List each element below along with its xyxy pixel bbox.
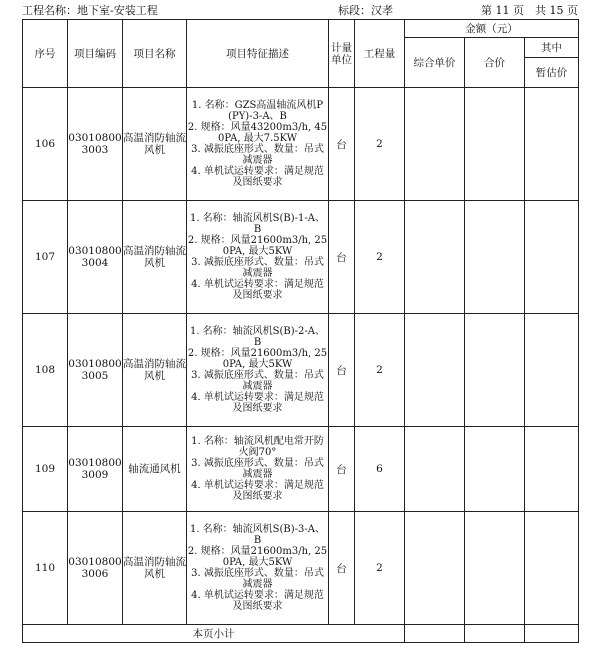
col-name-header: 项目名称 — [123, 20, 187, 88]
table-row — [23, 314, 579, 427]
row-name: 轴流通风机 — [123, 427, 187, 512]
row-seq: 108 — [23, 314, 68, 427]
row-code: 030108003005 — [68, 314, 123, 427]
desc-line: 1. 名称：轴流风机S(B)-2-A、B — [189, 326, 326, 348]
row-unit: 台 — [329, 201, 355, 314]
row-seq: 107 — [23, 201, 68, 314]
row-total — [465, 427, 525, 512]
row-name: 高温消防轴流风机 — [123, 512, 187, 625]
table-row — [23, 201, 579, 314]
row-unit-price — [405, 512, 465, 625]
row-unit: 台 — [329, 427, 355, 512]
desc-line: 4. 单机试运转要求：满足规范及图纸要求 — [191, 392, 324, 414]
row-seq: 110 — [23, 512, 68, 625]
row-seq: 106 — [23, 88, 68, 201]
col-code-header: 项目编码 — [68, 20, 123, 88]
desc-line: 3. 减振底座形式、数量：吊式减震器 — [191, 568, 324, 590]
desc-line: 2. 规格：风量43200m3/h, 450PA, 最大7.5KW — [187, 122, 328, 144]
row-provisional — [525, 512, 579, 625]
row-desc — [187, 512, 329, 625]
row-desc — [187, 427, 329, 512]
desc-line: 1. 名称：轴流风机S(B)-1-A、B — [189, 213, 326, 235]
row-code: 030108003006 — [68, 512, 123, 625]
row-total — [465, 512, 525, 625]
desc-line: 3. 减振底座形式、数量：吊式减震器 — [191, 257, 324, 279]
desc-line: 2. 规格：风量21600m3/h, 250PA, 最大5KW — [187, 348, 328, 370]
table-row — [23, 88, 579, 201]
project-name: 工程名称：地下室-安装工程 — [22, 4, 158, 17]
bill-of-quantities-table — [22, 19, 579, 643]
col-desc-header: 项目特征描述 — [187, 20, 329, 88]
desc-line: 4. 单机试运转要求：满足规范及图纸要求 — [191, 166, 324, 188]
row-name: 高温消防轴流风机 — [123, 314, 187, 427]
desc-line: 2. 规格：风量21600m3/h, 250PA, 最大5KW — [187, 546, 328, 568]
subtotal-row — [23, 625, 579, 643]
row-total — [465, 201, 525, 314]
col-seq-header: 序号 — [23, 20, 68, 88]
col-amount-header: 金额（元） — [405, 20, 579, 38]
row-name: 高温消防轴流风机 — [123, 201, 187, 314]
row-unit-price — [405, 314, 465, 427]
row-unit: 台 — [329, 88, 355, 201]
subtotal-total — [465, 625, 525, 643]
row-total — [465, 314, 525, 427]
row-unit: 台 — [329, 512, 355, 625]
row-unit-price — [405, 88, 465, 201]
section-name: 标段：汉孝 — [338, 4, 393, 17]
desc-line: 2. 规格：风量21600m3/h, 250PA, 最大5KW — [187, 235, 328, 257]
col-unit-header: 计量单位 — [329, 20, 355, 88]
row-unit-price — [405, 427, 465, 512]
row-provisional — [525, 88, 579, 201]
row-total — [465, 88, 525, 201]
row-desc — [187, 201, 329, 314]
page-number: 第 11 页 共 15 页 — [481, 4, 578, 17]
col-of-which-header: 其中 — [525, 38, 579, 58]
desc-line: 4. 单机试运转要求：满足规范及图纸要求 — [191, 480, 324, 502]
row-name: 高温消防轴流风机 — [123, 88, 187, 201]
row-desc — [187, 88, 329, 201]
desc-line: 1. 名称：轴流风机配电常开防火阀70° — [191, 436, 324, 458]
sheet-header — [22, 4, 578, 18]
table-row — [23, 512, 579, 625]
row-code: 030108003009 — [68, 427, 123, 512]
row-provisional — [525, 314, 579, 427]
desc-line: 3. 减振底座形式、数量：吊式减震器 — [191, 370, 324, 392]
row-qty: 2 — [355, 314, 405, 427]
row-desc — [187, 314, 329, 427]
col-qty-header: 工程量 — [355, 20, 405, 88]
col-total-header: 合价 — [465, 38, 525, 88]
row-unit: 台 — [329, 314, 355, 427]
subtotal-unit-price — [405, 625, 465, 643]
desc-line: 4. 单机试运转要求：满足规范及图纸要求 — [191, 279, 324, 301]
subtotal-provisional — [525, 625, 579, 643]
row-qty: 2 — [355, 88, 405, 201]
row-provisional — [525, 427, 579, 512]
row-qty: 6 — [355, 427, 405, 512]
row-code: 030108003003 — [68, 88, 123, 201]
row-qty: 2 — [355, 201, 405, 314]
table-row — [23, 427, 579, 512]
row-qty: 2 — [355, 512, 405, 625]
col-unit-price-header: 综合单价 — [405, 38, 465, 88]
desc-line: 3. 减振底座形式、数量：吊式减震器 — [191, 458, 324, 480]
row-unit-price — [405, 201, 465, 314]
desc-line: 1. 名称：轴流风机S(B)-3-A、B — [189, 524, 326, 546]
row-provisional — [525, 201, 579, 314]
col-provisional-header: 暂估价 — [525, 58, 579, 88]
desc-line: 3. 减振底座形式、数量：吊式减震器 — [191, 144, 324, 166]
subtotal-label: 本页小计 — [23, 625, 405, 643]
row-code: 030108003004 — [68, 201, 123, 314]
row-seq: 109 — [23, 427, 68, 512]
desc-line: 1. 名称：GZS高温轴流风机P(PY)-3-A、B — [191, 100, 324, 122]
desc-line: 4. 单机试运转要求：满足规范及图纸要求 — [191, 590, 324, 612]
